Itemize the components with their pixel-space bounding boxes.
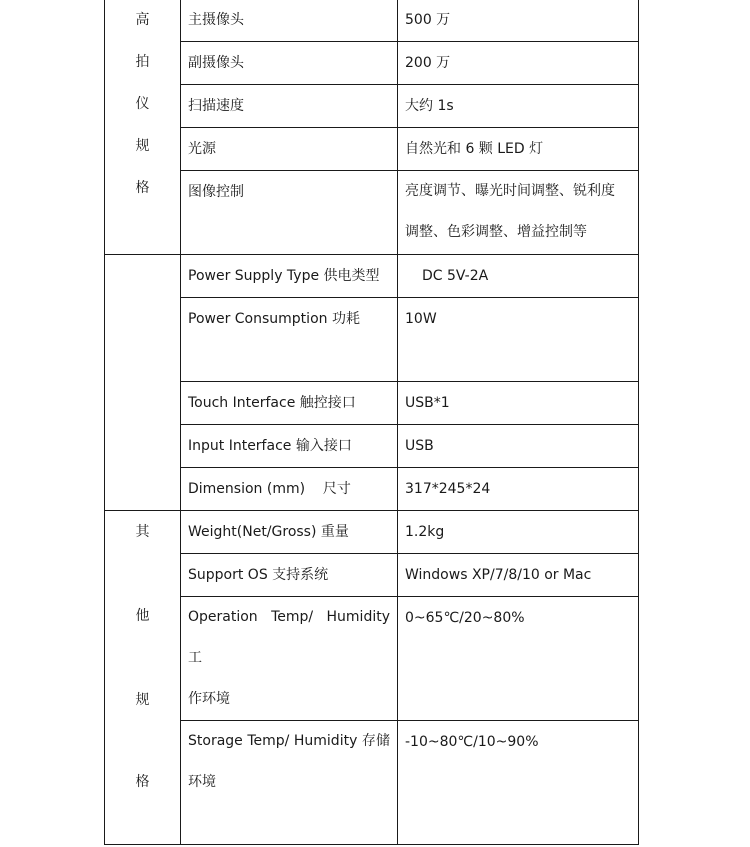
category-char: 高 [135, 12, 150, 28]
category-char: 格 [135, 774, 150, 790]
spec-value: 317*245*24 [398, 468, 639, 511]
spec-label: Touch Interface 触控接口 [181, 382, 398, 425]
spec-label: 主摄像头 [181, 0, 398, 42]
spec-value: 10W [398, 298, 639, 382]
category-char: 仪 [135, 96, 150, 112]
spec-label: Power Supply Type 供电类型 [181, 255, 398, 298]
spec-table-container [104, 0, 638, 845]
spec-value: 大约 1s [398, 85, 639, 128]
spec-value: 自然光和 6 颗 LED 灯 [398, 128, 639, 171]
spec-value: USB [398, 425, 639, 468]
category-scanner-specs [105, 0, 181, 255]
category-char: 其 [135, 524, 150, 540]
category-other-specs [105, 511, 181, 845]
table-row [105, 128, 639, 171]
table-row [105, 511, 639, 554]
spec-label: 副摄像头 [181, 42, 398, 85]
category-char: 他 [135, 608, 150, 624]
spec-value [398, 171, 639, 255]
spec-label [181, 597, 398, 721]
table-row [105, 171, 639, 255]
spec-label-line: Storage Temp/ Humidity 存储 [188, 733, 390, 749]
spec-value: 1.2kg [398, 511, 639, 554]
category-char: 格 [135, 180, 150, 196]
table-row [105, 42, 639, 85]
spec-value: USB*1 [398, 382, 639, 425]
spec-value: 200 万 [398, 42, 639, 85]
spec-value: DC 5V-2A [398, 255, 639, 298]
table-row [105, 721, 639, 845]
spec-label-line: Operation Temp/ Humidity 工 [188, 609, 390, 666]
spec-value: 0~65℃/20~80% [398, 597, 639, 721]
category-char: 拍 [135, 54, 150, 70]
spec-label: Power Consumption 功耗 [181, 298, 398, 382]
spec-label: Support OS 支持系统 [181, 554, 398, 597]
category-power-specs [105, 255, 181, 511]
category-char: 规 [135, 692, 150, 708]
table-row [105, 425, 639, 468]
spec-label-line: 环境 [188, 774, 216, 790]
spec-value: 500 万 [398, 0, 639, 42]
table-row [105, 597, 639, 721]
spec-label: Dimension (mm) 尺寸 [181, 468, 398, 511]
table-row [105, 255, 639, 298]
spec-value-line: 亮度调节、曝光时间调整、锐利度 [405, 183, 615, 199]
spec-label: Weight(Net/Gross) 重量 [181, 511, 398, 554]
spec-label: Input Interface 输入接口 [181, 425, 398, 468]
table-row [105, 298, 639, 382]
table-row [105, 468, 639, 511]
spec-label: 扫描速度 [181, 85, 398, 128]
table-row [105, 382, 639, 425]
table-row [105, 0, 639, 42]
table-row [105, 85, 639, 128]
category-char: 规 [135, 138, 150, 154]
spec-label-line: 作环境 [188, 691, 230, 707]
table-row [105, 554, 639, 597]
spec-label [181, 721, 398, 845]
spec-label: 图像控制 [181, 171, 398, 255]
spec-value: -10~80℃/10~90% [398, 721, 639, 845]
spec-value: Windows XP/7/8/10 or Mac [398, 554, 639, 597]
spec-table [104, 0, 639, 845]
spec-label: 光源 [181, 128, 398, 171]
spec-value-line: 调整、色彩调整、增益控制等 [405, 224, 587, 240]
